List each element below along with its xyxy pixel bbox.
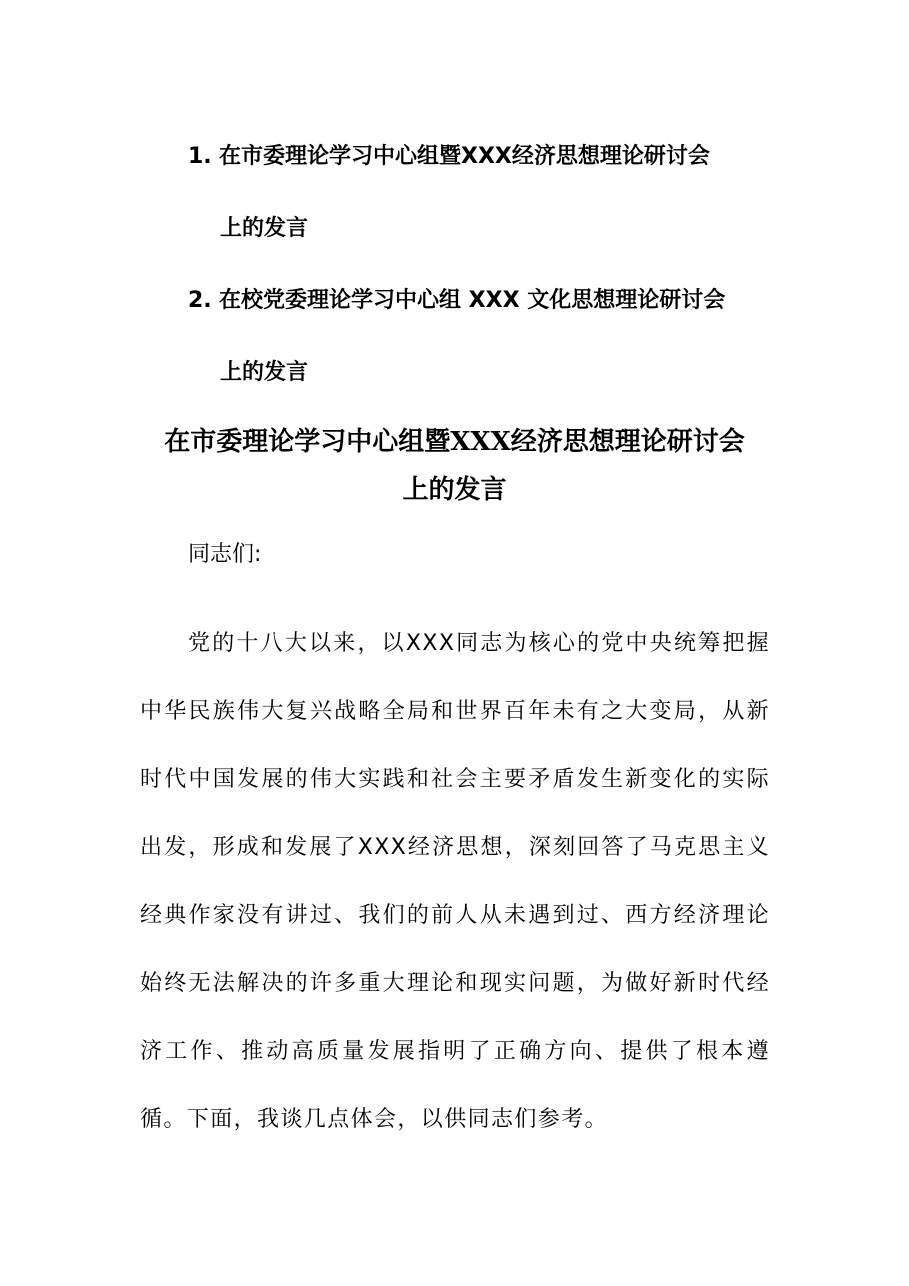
toc-item-number: 2. xyxy=(188,288,212,313)
toc-item-title: 在校党委理论学习中心组 XXX 文化思想理论研讨会 xyxy=(219,288,726,313)
toc-item-2[interactable] xyxy=(188,286,788,316)
toc-item-2-continuation[interactable]: 上的发言 xyxy=(220,360,309,385)
body-paragraph: 党的十八大以来，以XXX同志为核心的党中央统筹把握中华民族伟大复兴战略全局和世界百年未有之大变局，从新时代中国发展的伟大实践和社会主要矛盾发生新变化的实际出发，形成和发展了XXX经济思想，深刻回答了马克思主义经典作家没有讲过、我们的前人从未遇到过、西方经济理论始终无法解决的许多重大理论和现实问题，为做好新时代经济工作、推动高质量发展指明了正确方向、提供了根本遵循。下面，我谈几点体会，以供同志们参考。 xyxy=(140,631,770,1132)
toc-item-number: 1. xyxy=(188,144,212,169)
toc-item-title: 在市委理论学习中心组暨XXX经济思想理论研讨会 xyxy=(219,144,710,169)
greeting: 同志们: xyxy=(188,542,262,567)
document-title-line-1: 在市委理论学习中心组暨XXX经济思想理论研讨会 xyxy=(164,427,745,457)
toc-item-1[interactable] xyxy=(188,142,788,172)
toc-item-1-continuation[interactable]: 上的发言 xyxy=(220,216,309,241)
document-title-line-2: 上的发言 xyxy=(402,475,507,505)
